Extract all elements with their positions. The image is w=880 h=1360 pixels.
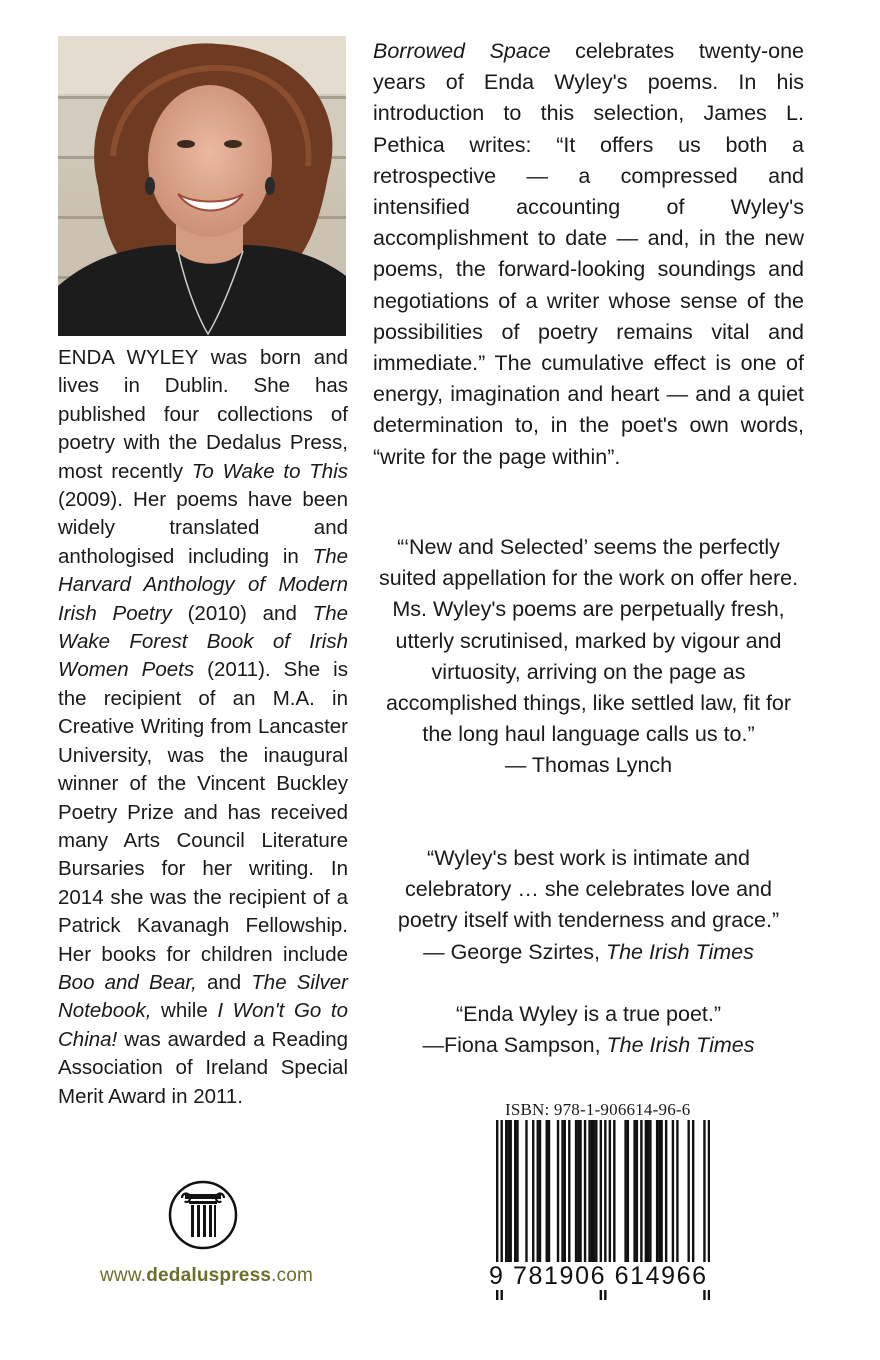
barcode-bar xyxy=(640,1120,642,1270)
bio-text: (2010) and xyxy=(171,601,313,625)
author-portrait-icon xyxy=(58,36,346,336)
bio-text: was born and lives in Dublin. She has published four collections of poetry with the Dedalus Press, most recently xyxy=(58,346,348,483)
barcode-bar xyxy=(658,1120,660,1270)
barcode-bar xyxy=(539,1120,541,1270)
barcode-bar xyxy=(672,1120,674,1270)
barcode-bar xyxy=(564,1120,566,1270)
barcode-bar xyxy=(568,1120,570,1270)
barcode-bar xyxy=(613,1120,615,1270)
barcode-bar xyxy=(510,1120,512,1270)
barcode-bar xyxy=(537,1120,539,1270)
barcode-bar xyxy=(660,1120,662,1270)
quote-text: “Enda Wyley is a true poet.” xyxy=(455,1002,722,1026)
barcode-bar xyxy=(633,1120,635,1270)
barcode-bar xyxy=(687,1120,689,1270)
bio-text: (2009). Her poems have been widely translated and anthologised including in xyxy=(58,488,348,568)
barcode-digits: 9 781906 614966 xyxy=(487,1262,714,1290)
isbn-label: ISBN: 978-1-906614-96-6 xyxy=(505,1100,691,1119)
barcode-bar xyxy=(627,1120,629,1270)
barcode-bar xyxy=(507,1120,509,1270)
barcode-bar xyxy=(588,1120,590,1270)
barcode-bar xyxy=(593,1120,595,1270)
bio-text: was awarded a Reading Association of Ireland Special Merit Award in 2011. xyxy=(58,1027,348,1108)
barcode-bar xyxy=(584,1120,586,1270)
barcode-bar xyxy=(532,1120,534,1270)
book-title: To Wake to This xyxy=(191,459,348,483)
publisher-logo xyxy=(168,1180,238,1250)
quote-source: The Irish Times xyxy=(606,1033,755,1058)
barcode-bar xyxy=(505,1120,507,1270)
ionic-column-logo-icon xyxy=(168,1180,238,1250)
barcode-bar xyxy=(579,1120,581,1270)
barcode-bar xyxy=(516,1120,518,1270)
quote-text: “Wyley's best work is intimate and celebratory … she celebrates love and poetry itself with tenderness and grace.” xyxy=(397,846,780,933)
author-name: ENDA WYLEY xyxy=(58,346,198,369)
quote-author: — George Szirtes, xyxy=(423,939,606,964)
author-bio xyxy=(58,344,348,1111)
book-title: The Silver Notebook, xyxy=(58,970,348,1023)
barcode-bar xyxy=(557,1120,559,1270)
book-title: The Harvard Anthology of Modern Irish Poetry xyxy=(58,544,348,625)
bio-text: while xyxy=(151,999,218,1023)
bio-text: and xyxy=(196,970,252,994)
book-title: I Won't Go to China! xyxy=(58,999,348,1051)
author-photo xyxy=(58,36,346,336)
barcode-bar xyxy=(676,1120,678,1270)
barcode-bar xyxy=(665,1120,667,1270)
quote-source: The Irish Times xyxy=(605,939,754,964)
website-name: dedaluspress xyxy=(146,1265,272,1286)
barcode-bar xyxy=(636,1120,638,1270)
quote-author: — Thomas Lynch xyxy=(504,753,673,778)
review-quote xyxy=(373,999,804,1061)
barcode-bar xyxy=(649,1120,651,1270)
quote-attribution xyxy=(373,750,804,781)
review-quote xyxy=(373,532,804,782)
barcode-bar xyxy=(546,1120,548,1270)
barcode-bar xyxy=(548,1120,550,1270)
barcode-bar xyxy=(645,1120,647,1270)
barcode-bar xyxy=(591,1120,593,1270)
book-title: Boo and Bear, xyxy=(58,970,197,994)
barcode-bar xyxy=(692,1120,694,1270)
book-title: The Wake Forest Book of Irish Women Poets xyxy=(58,601,348,682)
review-quote xyxy=(373,843,804,968)
barcode-bar xyxy=(525,1120,527,1270)
barcode-bar xyxy=(575,1120,577,1270)
barcode-bar xyxy=(609,1120,611,1270)
barcode-bar xyxy=(624,1120,626,1270)
website-prefix: www. xyxy=(100,1265,147,1286)
quote-author: —Fiona Sampson, xyxy=(422,1033,607,1058)
barcode-bar xyxy=(656,1120,658,1270)
quote-text: “‘New and Selected’ seems the perfectly suited appellation for the work on offer here. Ms. Wyley's poems are perpetually fresh, utterly scrutinised, marked by vigour and virtuosity, arriving on the page as accomplished things, like settled law, fit for the long haul language calls us to.” xyxy=(378,535,799,747)
bio-text: (2011). She is the recipient of an M.A. in Creative Writing from Lancaster University, was the inaugural winner of the Vincent Buckley Poetry Prize and has received many Arts Council Literature Bursaries for her writing. In 2014 she was the recipient of a Patrick Kavanagh Fellowship. Her books for children include xyxy=(58,658,348,966)
quote-attribution xyxy=(373,1030,804,1061)
book-title: Borrowed Space xyxy=(373,39,551,63)
publisher-website[interactable] xyxy=(100,1265,340,1287)
barcode-bar xyxy=(561,1120,563,1270)
barcode-bar xyxy=(647,1120,649,1270)
website-suffix: .com xyxy=(271,1265,314,1286)
book-description xyxy=(373,36,804,473)
barcode-bar xyxy=(595,1120,597,1270)
description-text: celebrates twenty-one years of Enda Wyley's poems. In his introduction to this selection, James L. Pethica writes: “It offers us both a retrospective — a compressed and intensified accounting of Wyley's accomplishment to date — and, in the new poems, the forward-looking soundings and negotiations of a writer whose sense of the possibilities of poetry remains vital and immediate.” The cumulative effect is one of energy, imagination and heart — and a quiet determination to, in the poet's own words, “write for the page within”. xyxy=(373,39,804,469)
barcode-bar xyxy=(514,1120,516,1270)
barcode-bar xyxy=(577,1120,579,1270)
quote-attribution xyxy=(373,937,804,968)
